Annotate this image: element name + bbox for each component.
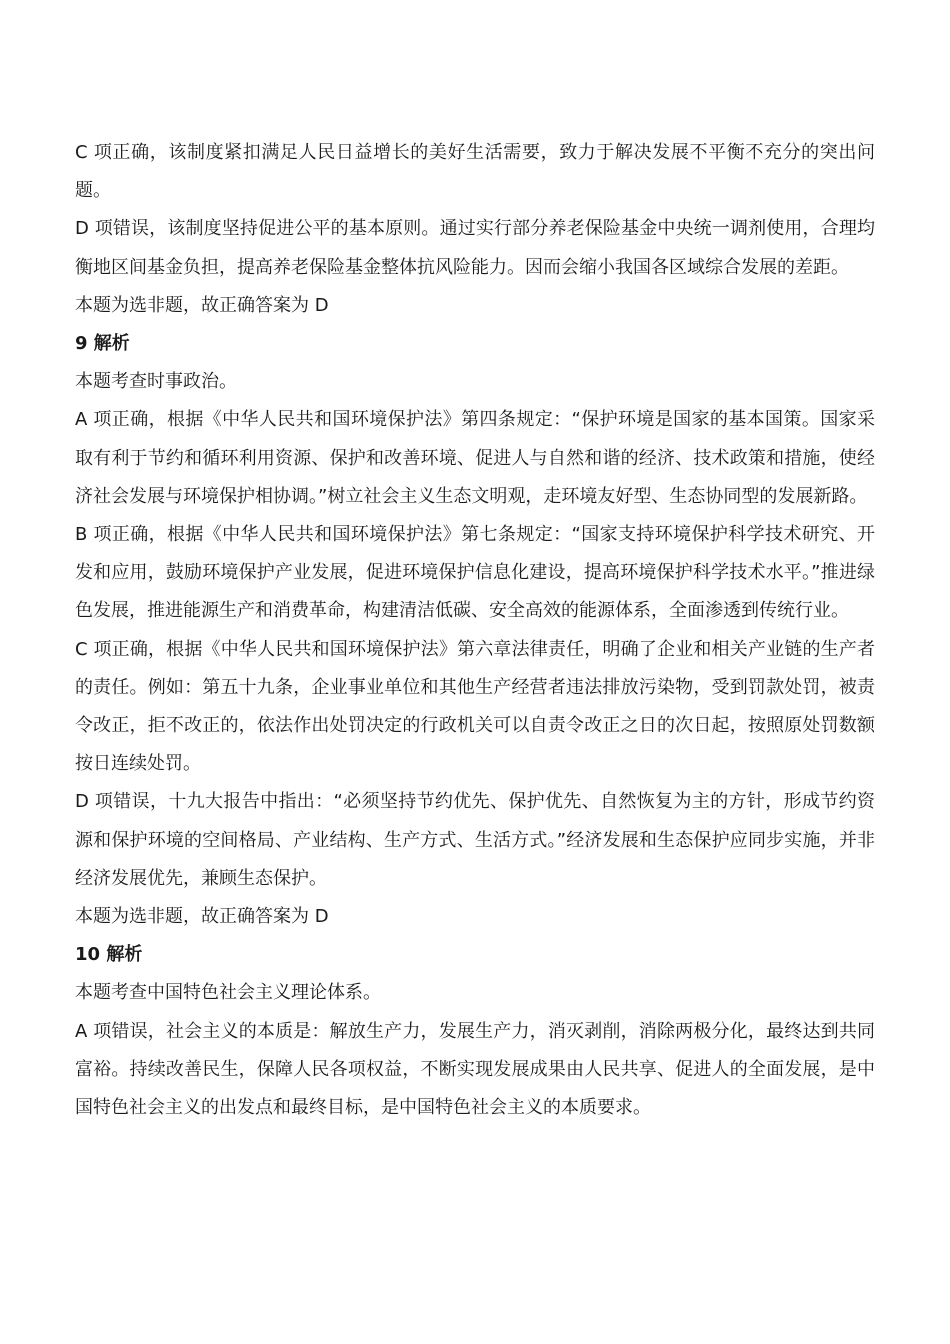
topic-line: 本题考查中国特色社会主义理论体系。 <box>75 982 381 1004</box>
paragraph-b-correct: B 项正确，根据《中华人民共和国环境保护法》第七条规定：“国家支持环境保护科学技术研究、开发和应用，鼓励环境保护产业发展，促进环境保护信息化建设，提高环境保护科学技术水平。”推进绿色发展，推进能源生产和消费革命，构建清洁低碳、安全高效的能源体系，全面渗透到传统行业。 <box>75 524 875 622</box>
paragraph-c-correct: C 项正确，该制度紧扣满足人民日益增长的美好生活需要，致力于解决发展不平衡不充分的突出问题。 <box>75 142 875 202</box>
answer-line: 本题为选非题，故正确答案为 D <box>75 294 329 316</box>
answer-line: 本题为选非题，故正确答案为 D <box>75 906 329 928</box>
paragraph-d-incorrect: D 项错误，该制度坚持促进公平的基本原则。通过实行部分养老保险基金中央统一调剂使用，合理均衡地区间基金负担，提高养老保险基金整体抗风险能力。因而会缩小我国各区域综合发展的差距。 <box>75 218 875 278</box>
section-heading-9: 9 解析 <box>75 333 130 355</box>
paragraph-a-correct: A 项正确，根据《中华人民共和国环境保护法》第四条规定：“保护环境是国家的基本国策。国家采取有利于节约和循环利用资源、保护和改善环境、促进人与自然和谐的经济、技术政策和措施，使经济社会发展与环境保护相协调。”树立社会主义生态文明观，走环境友好型、生态协同型的发展新路。 <box>75 409 875 507</box>
paragraph-d-incorrect: D 项错误，十九大报告中指出：“必须坚持节约优先、保护优先、自然恢复为主的方针，形成节约资源和保护环境的空间格局、产业结构、生产方式、生活方式。”经济发展和生态保护应同步实施，并非经济发展优先，兼顾生态保护。 <box>75 791 875 889</box>
document-body <box>75 134 875 1127</box>
section-heading-10: 10 解析 <box>75 944 143 966</box>
topic-line: 本题考查时事政治。 <box>75 371 237 393</box>
paragraph-a-incorrect: A 项错误，社会主义的本质是：解放生产力，发展生产力，消灭剥削，消除两极分化，最终达到共同富裕。持续改善民生，保障人民各项权益，不断实现发展成果由人民共享、促进人的全面发展，是中国特色社会主义的出发点和最终目标，是中国特色社会主义的本质要求。 <box>75 1020 875 1119</box>
paragraph-c-correct: C 项正确，根据《中华人民共和国环境保护法》第六章法律责任，明确了企业和相关产业链的生产者的责任。例如：第五十九条，企业事业单位和其他生产经营者违法排放污染物，受到罚款处罚，被责令改正，拒不改正的，依法作出处罚决定的行政机关可以自责令改正之日的次日起，按照原处罚数额按日连续处罚。 <box>75 638 875 775</box>
